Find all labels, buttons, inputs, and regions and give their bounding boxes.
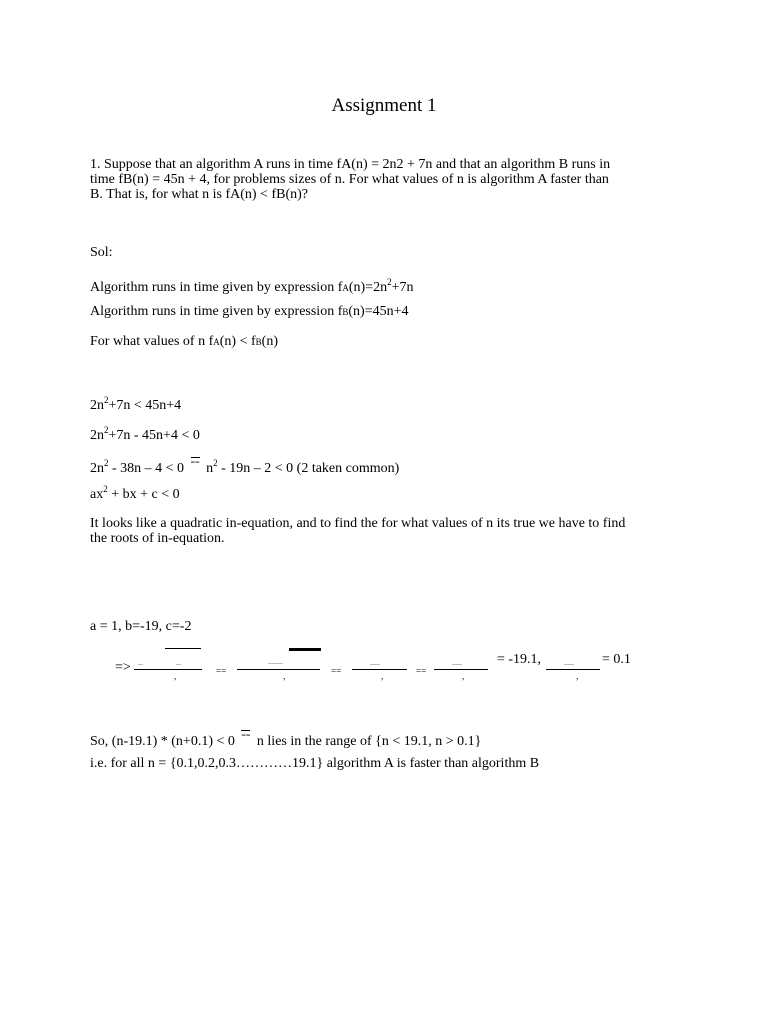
factored-conclusion xyxy=(90,731,482,749)
formula-overline xyxy=(165,648,201,649)
formula-numerator-2: ——— xyxy=(268,662,283,667)
coefficients: a = 1, b=-19, c=-2 xyxy=(90,619,192,634)
inequality-3 xyxy=(90,458,400,476)
formula-denominator-5: , xyxy=(576,671,579,681)
ineq3-exponent: 2 xyxy=(104,458,109,468)
formula-denominator-4: , xyxy=(462,671,465,681)
runtime-b-line xyxy=(90,304,409,320)
explanation-line-2: the roots of in-equation. xyxy=(90,531,225,546)
question-line-2: time fB(n) = 45n + 4, for problems sizes of n. For what values of n is algorithm A faster than xyxy=(90,172,609,187)
comparison-text: For what values of n f xyxy=(90,334,214,349)
formula-fraction-3 xyxy=(352,669,407,670)
ineq3-term: 2n xyxy=(90,461,104,476)
formula-equals-2: == xyxy=(331,666,342,676)
runtime-b-expr: (n)=45n+4 xyxy=(348,304,409,319)
ineq2-exponent: 2 xyxy=(104,425,109,435)
runtime-a-exponent: 2 xyxy=(387,277,392,287)
ineq4-term: ax xyxy=(90,487,104,502)
comparison-subscript-a: A xyxy=(213,337,220,347)
comparison-subscript-b: B xyxy=(255,337,262,347)
formula-numerator-1: — xyxy=(138,663,143,668)
formula-denominator-2: , xyxy=(283,671,286,681)
formula-numerator-1b: — xyxy=(176,663,181,668)
formula-equals-3: == xyxy=(416,666,427,676)
formula-denominator-3: , xyxy=(381,671,384,681)
factored-text: So, (n-19.1) * (n+0.1) < 0 xyxy=(90,734,239,749)
final-conclusion: i.e. for all n = {0.1,0.2,0.3…………19.1} algorithm A is faster than algorithm B xyxy=(90,756,540,771)
ineq1-rest: +7n < 45n+4 xyxy=(108,398,182,413)
formula-equals-1: == xyxy=(216,666,227,676)
formula-numerator-4: —— xyxy=(452,663,462,668)
range-text: n lies in the range of {n < 19.1, n > 0.1} xyxy=(253,734,482,749)
ineq2-term: 2n xyxy=(90,428,104,443)
formula-fraction-1 xyxy=(134,669,202,670)
runtime-a-text: Algorithm runs in time given by expression f xyxy=(90,280,343,295)
ineq3-mid: - 38n – 4 < 0 xyxy=(108,461,188,476)
comparison-mid: (n) < f xyxy=(219,334,256,349)
runtime-a-expr: (n)=2n xyxy=(348,280,388,295)
runtime-a-subscript: A xyxy=(342,283,349,293)
inequality-2 xyxy=(90,425,200,443)
question-line-3: B. That is, for what n is fA(n) < fB(n)? xyxy=(90,187,308,202)
comparison-question xyxy=(90,334,278,350)
inequality-1 xyxy=(90,395,182,413)
question-line-1: 1. Suppose that an algorithm A runs in time fA(n) = 2n2 + 7n and that an algorithm B runs in xyxy=(90,157,611,172)
ineq3-rest: - 19n – 2 < 0 (2 taken common) xyxy=(217,461,400,476)
ineq2-rest: +7n - 45n+4 < 0 xyxy=(108,428,200,443)
implies-icon: == xyxy=(241,731,251,740)
runtime-a-tail: +7n xyxy=(391,280,414,295)
ineq4-exponent: 2 xyxy=(103,484,108,494)
root-1: = -19.1, xyxy=(497,652,542,667)
formula-arrow: => xyxy=(115,660,131,675)
implies-icon: == xyxy=(190,458,200,467)
formula-numerator-3: —— xyxy=(370,663,380,668)
ineq1-exponent: 2 xyxy=(104,395,109,405)
root-2: = 0.1 xyxy=(602,652,631,667)
formula-fraction-2 xyxy=(237,669,320,670)
formula-fraction-4 xyxy=(434,669,488,670)
runtime-a-line xyxy=(90,277,414,296)
formula-denominator-1: , xyxy=(174,671,177,681)
formula-fraction-5 xyxy=(546,669,600,670)
comparison-tail: (n) xyxy=(261,334,278,349)
runtime-b-subscript: B xyxy=(342,307,349,317)
ineq4-rest: + bx + c < 0 xyxy=(107,487,180,502)
ineq1-term: 2n xyxy=(90,398,104,413)
runtime-b-text: Algorithm runs in time given by expression f xyxy=(90,304,343,319)
page-title: Assignment 1 xyxy=(331,95,437,116)
ineq3-term-2: n xyxy=(202,461,214,476)
ineq3-exponent-2: 2 xyxy=(213,458,218,468)
explanation-line-1: It looks like a quadratic in-equation, and to find the for what values of n its true we have to find xyxy=(90,516,626,531)
formula-numerator-5: —— xyxy=(564,663,574,668)
solution-label: Sol: xyxy=(90,245,113,260)
formula-radical-bar xyxy=(289,648,321,651)
inequality-general-form xyxy=(90,484,180,502)
